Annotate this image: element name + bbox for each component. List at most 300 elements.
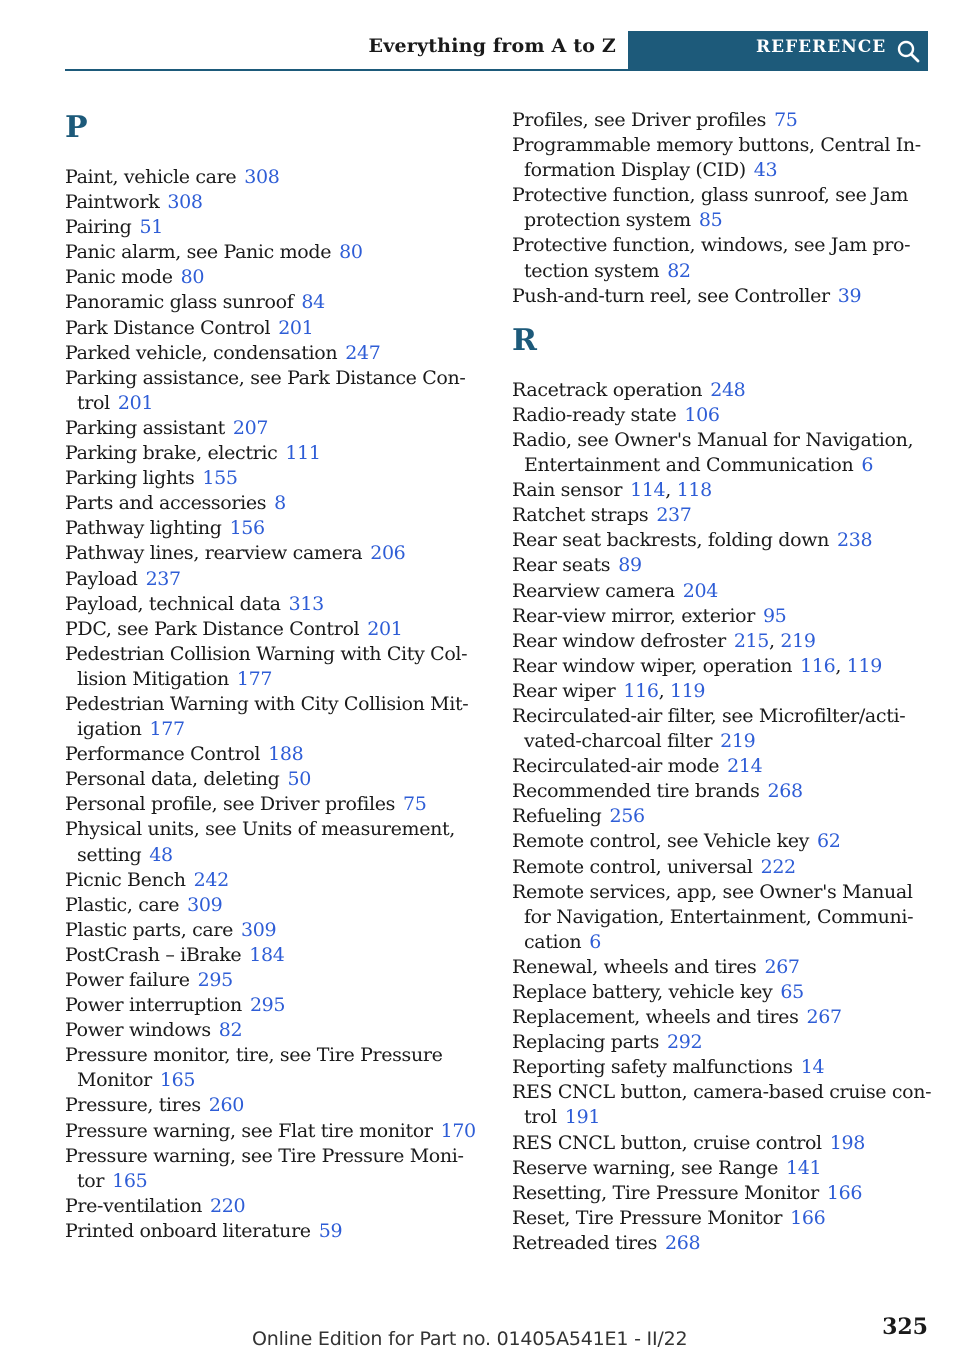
page-link[interactable]: 14 xyxy=(800,1056,825,1079)
index-entry xyxy=(65,215,485,240)
index-entry-pages xyxy=(219,1019,242,1041)
index-entry xyxy=(512,284,932,309)
index-entry-text: Replacing parts xyxy=(512,1031,659,1054)
index-entry xyxy=(512,378,932,403)
page-link[interactable]: 106 xyxy=(684,403,720,426)
index-entry-text: Payload, technical data xyxy=(65,592,281,615)
index-entry-pages xyxy=(250,994,285,1016)
page-link[interactable]: 260 xyxy=(208,1094,245,1117)
index-entry xyxy=(512,679,932,704)
index-entry-pages xyxy=(764,956,799,978)
page-link[interactable]: 207 xyxy=(232,416,269,439)
page-link[interactable]: 39 xyxy=(837,284,862,307)
index-entry-text: Rear window wiper, operation xyxy=(512,654,793,677)
page-link[interactable]: 201 xyxy=(278,316,314,339)
page-link[interactable]: 295 xyxy=(249,994,286,1017)
index-entry-text: Plastic parts, care xyxy=(65,918,234,941)
index-entry xyxy=(65,742,485,767)
index-entry-text: Reserve warning, see Range xyxy=(512,1156,779,1179)
page-link[interactable]: 165 xyxy=(112,1169,148,1192)
index-entry-pages xyxy=(589,931,601,953)
index-entry xyxy=(512,478,932,503)
index-entry-pages xyxy=(187,894,222,916)
index-entry-pages xyxy=(727,755,762,777)
index-entry xyxy=(65,968,485,993)
page-link[interactable]: 80 xyxy=(180,266,205,289)
index-entry-text: Personal data, deleting xyxy=(65,768,280,791)
index-entry-text: Pathway lighting xyxy=(65,517,222,540)
page-link[interactable]: 222 xyxy=(760,855,796,878)
index-entry-text: Pressure warning, see Flat tire monitor xyxy=(65,1119,433,1142)
index-entry-pages xyxy=(838,285,861,307)
index-entry xyxy=(65,290,485,315)
index-entry-pages xyxy=(274,492,286,514)
index-entry-pages xyxy=(268,743,303,765)
index-entry-text: Resetting, Tire Pressure Monitor xyxy=(512,1181,819,1204)
index-entry xyxy=(65,993,485,1018)
page-link[interactable]: 116 xyxy=(623,679,659,702)
page-link[interactable]: 85 xyxy=(698,209,723,232)
index-entry-pages xyxy=(667,1031,702,1053)
index-entry xyxy=(512,403,932,428)
page-link[interactable]: 188 xyxy=(268,743,304,766)
index-entry-text: PostCrash – iBrake xyxy=(65,943,242,966)
index-entry-pages xyxy=(720,730,755,752)
page-link[interactable]: 166 xyxy=(826,1181,863,1204)
page-link[interactable]: 295 xyxy=(197,969,233,991)
index-entry xyxy=(65,190,485,215)
index-entry-pages xyxy=(768,780,803,802)
index-entry-text: Power windows xyxy=(65,1019,211,1042)
index-entry xyxy=(65,441,485,466)
index-column-left xyxy=(65,108,485,1244)
index-entry-pages: 116, 119 xyxy=(623,679,706,702)
index-entry xyxy=(65,893,485,918)
page-link[interactable]: 313 xyxy=(288,592,324,615)
index-entry-text: Replace battery, vehicle key xyxy=(512,981,773,1003)
index-entry-text: Printed onboard literature xyxy=(65,1219,311,1242)
page-link[interactable]: 201 xyxy=(117,391,154,414)
index-entry-text: Reset, Tire Pressure Monitor xyxy=(512,1206,783,1229)
index-entry-pages xyxy=(367,618,402,640)
page-link[interactable]: 156 xyxy=(229,517,265,540)
index-entry xyxy=(512,1055,932,1080)
index-entry-pages xyxy=(684,404,719,426)
index-entry-text: Rear window defroster xyxy=(512,629,726,652)
index-entry-text: Push-and-turn reel, see Controller xyxy=(512,284,830,307)
index-entry-pages: 116, 119 xyxy=(800,654,882,677)
page-link[interactable]: 238 xyxy=(836,529,873,552)
index-entry xyxy=(65,817,485,867)
index-entry-text: Pedestrian Warning with City Collision Mitigation xyxy=(65,692,469,741)
index-entry-text: Replacement, wheels and tires xyxy=(512,1006,799,1029)
page-link[interactable]: 62 xyxy=(817,830,841,853)
index-entry xyxy=(512,779,932,804)
index-entry xyxy=(512,1156,932,1181)
index-entry-text: Paint, vehicle care xyxy=(65,166,237,188)
index-entry-pages xyxy=(278,317,313,339)
index-entry-pages xyxy=(287,768,310,790)
index-entry xyxy=(65,1093,485,1118)
index-entry xyxy=(65,692,485,742)
page-link[interactable]: 214 xyxy=(727,755,763,778)
index-entry-text: Retreaded tires xyxy=(512,1231,657,1254)
index-entry xyxy=(65,265,485,290)
index-entry-text: Recommended tire brands xyxy=(512,780,760,803)
page-link[interactable]: 82 xyxy=(218,1019,243,1042)
index-entry-pages xyxy=(209,1094,244,1116)
index-entry-pages xyxy=(827,1182,862,1204)
index-entry-pages xyxy=(289,593,324,615)
index-entry-pages xyxy=(237,668,272,690)
header-rule xyxy=(65,69,928,71)
header-title: Everything from A to Z xyxy=(368,35,616,57)
index-entry xyxy=(65,617,485,642)
page-link[interactable]: 166 xyxy=(790,1206,826,1229)
section-gap xyxy=(512,309,932,323)
index-entry-text: Rear seats xyxy=(512,554,611,577)
index-entry xyxy=(512,629,932,654)
index-entry xyxy=(512,604,932,629)
index-entry-pages xyxy=(210,1195,245,1217)
index-entry xyxy=(65,918,485,943)
index-entry xyxy=(65,491,485,516)
index-entry-text: Profiles, see Driver profiles xyxy=(512,109,767,131)
page-link[interactable]: 198 xyxy=(829,1131,866,1154)
index-entry xyxy=(65,366,485,416)
index-entry-text: Pressure monitor, tire, see Tire Pressure Monitor xyxy=(65,1044,443,1092)
page-link[interactable]: 95 xyxy=(762,604,787,627)
page-link[interactable]: 111 xyxy=(285,442,321,465)
page-link[interactable]: 43 xyxy=(753,159,778,182)
index-entry xyxy=(512,108,932,133)
index-entry xyxy=(65,868,485,893)
page-link[interactable]: 292 xyxy=(666,1031,703,1054)
index-entry-pages xyxy=(150,718,185,740)
page-link[interactable]: 242 xyxy=(193,868,229,891)
page-number: 325 xyxy=(882,1314,928,1340)
index-entry-pages xyxy=(167,191,202,213)
index-entry-pages xyxy=(198,969,233,991)
index-entry-text: Parking brake, electric xyxy=(65,442,278,465)
page-link[interactable]: 309 xyxy=(187,893,223,916)
page-link[interactable]: 237 xyxy=(145,567,181,590)
index-entry-pages: 215, 219 xyxy=(733,629,816,652)
index-entry-pages xyxy=(118,392,153,414)
section-letter: P xyxy=(65,110,88,145)
page-link[interactable]: 6 xyxy=(589,930,602,953)
index-entry xyxy=(65,316,485,341)
index-entry-pages xyxy=(249,944,284,966)
index-entry-text: Remote control, universal xyxy=(512,855,753,878)
index-entry-pages xyxy=(801,1056,824,1078)
page-link[interactable]: 116 xyxy=(800,654,836,677)
index-entry xyxy=(65,767,485,792)
page-link[interactable]: 6 xyxy=(861,454,874,477)
index-entry xyxy=(65,1219,485,1244)
page-link[interactable]: 191 xyxy=(564,1106,601,1129)
index-entry xyxy=(512,503,932,528)
index-entry-pages xyxy=(339,241,362,263)
index-entry-pages xyxy=(202,467,237,489)
page-link[interactable]: 80 xyxy=(339,241,363,264)
page-link[interactable]: 268 xyxy=(665,1231,701,1254)
index-entry-text: Protective function, glass sunroof, see Jam protection system xyxy=(512,184,909,232)
index-entry-text: Rain sensor xyxy=(512,479,623,502)
index-entry-pages xyxy=(710,379,745,401)
index-entry xyxy=(512,980,932,1005)
index-entry xyxy=(65,341,485,366)
index-entry-pages xyxy=(786,1157,821,1179)
index-entry-pages xyxy=(656,504,691,526)
index-entry-text: Parked vehicle, condensation xyxy=(65,341,338,364)
page-link[interactable]: 141 xyxy=(786,1156,822,1179)
index-entry-text: Panoramic glass sunroof xyxy=(65,291,294,314)
index-entry xyxy=(512,804,932,829)
reference-tab[interactable] xyxy=(628,31,928,71)
index-entry xyxy=(512,704,932,754)
page-link[interactable]: 114 xyxy=(630,479,666,502)
page-link[interactable]: 206 xyxy=(370,542,406,565)
index-entry-pages xyxy=(160,1069,195,1091)
page-link[interactable]: 256 xyxy=(609,805,645,828)
index-entry-pages xyxy=(181,266,204,288)
index-entry-text: Paintwork xyxy=(65,191,160,214)
footer-edition: Online Edition for Part no. 01405A541E1 - II/22 xyxy=(252,1328,688,1350)
index-entry-text: Recirculated-air mode xyxy=(512,755,720,778)
index-entry-text: Programmable memory buttons, Central Information Display (CID) xyxy=(512,134,922,182)
index-entry-text: Renewal, wheels and tires xyxy=(512,955,757,978)
index-entry xyxy=(512,754,932,779)
page-link[interactable]: 51 xyxy=(139,216,163,239)
index-column-right xyxy=(512,108,932,1256)
index-entry-text: Radio-ready state xyxy=(512,403,677,426)
page-link[interactable]: 155 xyxy=(202,467,238,490)
section-letter: R xyxy=(512,322,537,358)
index-entry xyxy=(512,880,932,955)
index-entry-text: Physical units, see Units of measurement, setting xyxy=(65,818,455,866)
index-entry-pages xyxy=(861,454,873,476)
index-entry-text: Parts and accessories xyxy=(65,492,267,515)
index-entry-pages xyxy=(345,342,380,364)
index-entry xyxy=(65,792,485,817)
index-entry-pages xyxy=(665,1232,700,1254)
index-entry-pages xyxy=(241,919,276,941)
index-entry-text: Rear seat backrests, folding down xyxy=(512,529,829,552)
page-link[interactable]: 118 xyxy=(676,479,712,502)
index-entry-pages xyxy=(774,109,797,131)
index-entry-pages xyxy=(301,291,324,313)
index-entry-text: Ratchet straps xyxy=(512,504,649,527)
page-link[interactable]: 177 xyxy=(149,718,185,741)
index-entry xyxy=(512,579,932,604)
index-entry-text: Parking lights xyxy=(65,467,195,490)
index-entry-pages xyxy=(146,568,181,590)
index-entry xyxy=(512,1231,932,1256)
index-entry-text: Recirculated-air filter, see Microfilter/activated-charcoal filter xyxy=(512,704,906,753)
index-entry xyxy=(65,592,485,617)
page-link[interactable]: 308 xyxy=(244,166,280,188)
index-entry xyxy=(65,1018,485,1043)
index-entry-text: Rearview camera xyxy=(512,579,675,602)
page-link[interactable]: 89 xyxy=(618,554,642,577)
reference-tab-label: REFERENCE xyxy=(756,37,887,57)
index-entry xyxy=(65,240,485,265)
index-entry-pages xyxy=(806,1006,841,1028)
index-entry-text: Pressure, tires xyxy=(65,1094,201,1117)
index-entry xyxy=(512,955,932,980)
page-link[interactable]: 220 xyxy=(210,1194,246,1217)
page-link[interactable]: 177 xyxy=(236,667,273,690)
index-entry xyxy=(512,1181,932,1206)
page-link[interactable]: 219 xyxy=(780,629,816,652)
index-entry-text: Reporting safety malfunctions xyxy=(512,1056,793,1079)
index-entry-pages xyxy=(139,216,162,238)
page-link[interactable]: 184 xyxy=(249,943,285,966)
index-entry-text: Pedestrian Collision Warning with City Collision Mitigation xyxy=(65,642,468,690)
index-entry-pages xyxy=(149,844,172,866)
index-entry xyxy=(65,516,485,541)
index-entry-pages xyxy=(403,793,426,815)
index-entry xyxy=(512,428,932,478)
index-entry-text: Plastic, care xyxy=(65,893,180,916)
index-entry xyxy=(512,654,932,679)
index-entry-text: Pre-ventilation xyxy=(65,1194,202,1217)
page-link[interactable]: 309 xyxy=(241,918,277,941)
index-entry-text: Rear wiper xyxy=(512,679,616,702)
index-entry-pages xyxy=(244,166,279,188)
page-link[interactable]: 267 xyxy=(764,955,800,978)
index-entry-pages xyxy=(790,1207,825,1229)
index-entry xyxy=(512,1131,932,1156)
page-link[interactable]: 119 xyxy=(669,679,706,702)
page-link[interactable]: 50 xyxy=(287,768,311,791)
index-entry-text: Parking assistance, see Park Distance Control xyxy=(65,366,466,414)
index-entry-pages xyxy=(609,805,644,827)
index-entry-pages xyxy=(763,605,786,627)
index-entry-pages xyxy=(754,159,777,181)
search-icon[interactable] xyxy=(896,39,920,63)
page-link[interactable]: 267 xyxy=(806,1006,842,1029)
index-entry-pages: 114, 118 xyxy=(630,479,712,502)
index-entry-text: Rear-view mirror, exterior xyxy=(512,604,755,627)
index-entry xyxy=(65,541,485,566)
index-entry xyxy=(512,233,932,283)
page-link[interactable]: 170 xyxy=(440,1119,476,1142)
index-entry-text: Protective function, windows, see Jam protection system xyxy=(512,234,911,282)
page-link[interactable]: 247 xyxy=(345,341,381,364)
page-link[interactable]: 215 xyxy=(733,629,770,652)
index-entry-pages xyxy=(780,981,803,1003)
index-entry-pages xyxy=(319,1220,342,1242)
index-entry-text: Power interruption xyxy=(65,994,242,1017)
index-entry-pages xyxy=(194,869,229,891)
index-entry xyxy=(512,855,932,880)
index-entry-pages xyxy=(761,856,796,878)
page-header xyxy=(65,31,928,71)
index-entry xyxy=(512,133,932,183)
page-link[interactable]: 119 xyxy=(846,654,882,677)
page-link[interactable]: 165 xyxy=(159,1069,196,1092)
index-entry xyxy=(65,165,485,190)
page-link[interactable]: 59 xyxy=(318,1219,343,1242)
index-entry xyxy=(512,829,932,854)
index-entry-text: Personal profile, see Driver profiles xyxy=(65,793,396,816)
index-entry xyxy=(512,1206,932,1231)
index-entry xyxy=(512,1005,932,1030)
index-entry-pages xyxy=(565,1106,600,1128)
page-link[interactable]: 308 xyxy=(167,191,203,214)
index-entry-text: Radio, see Owner's Manual for Navigation, Entertainment and Communication xyxy=(512,428,914,477)
page-link[interactable]: 48 xyxy=(149,843,173,866)
index-entry xyxy=(512,528,932,553)
index-entry-pages xyxy=(370,542,405,564)
index-entry-pages xyxy=(618,554,641,576)
index-entry-text: Refueling xyxy=(512,805,602,828)
index-entry-text: Payload xyxy=(65,567,138,590)
index-entry xyxy=(65,1043,485,1093)
index-entry-text: Pairing xyxy=(65,216,132,239)
index-entry xyxy=(65,943,485,968)
index-entry-text: PDC, see Park Distance Control xyxy=(65,617,360,640)
index-entry-text: Performance Control xyxy=(65,743,261,766)
page-link[interactable]: 84 xyxy=(301,291,325,314)
index-entry-pages xyxy=(699,209,722,231)
index-entry xyxy=(65,1194,485,1219)
index-entry-text: Power failure xyxy=(65,969,190,991)
index-entry-text: Remote control, see Vehicle key xyxy=(512,830,810,853)
page-link[interactable]: 201 xyxy=(367,617,403,640)
index-entry-text: Panic alarm, see Panic mode xyxy=(65,241,332,264)
index-entry-pages xyxy=(837,529,872,551)
index-entry xyxy=(65,642,485,692)
index-entry-pages xyxy=(233,417,268,439)
index-entry xyxy=(65,1119,485,1144)
page-link[interactable]: 75 xyxy=(403,793,427,816)
index-entry-text: Pressure warning, see Tire Pressure Monitor xyxy=(65,1144,464,1192)
index-entry xyxy=(65,416,485,441)
index-entry xyxy=(512,553,932,578)
page-link[interactable]: 268 xyxy=(767,780,803,803)
index-entry-text: Panic mode xyxy=(65,266,173,289)
page-link[interactable]: 65 xyxy=(780,981,804,1003)
index-entry-pages xyxy=(285,442,320,464)
index-entry xyxy=(512,1030,932,1055)
index-entry-text: Racetrack operation xyxy=(512,378,703,401)
page-link[interactable]: 204 xyxy=(682,579,718,602)
index-entry-pages xyxy=(830,1132,865,1154)
page-link[interactable]: 237 xyxy=(656,504,692,527)
index-entry xyxy=(512,183,932,233)
index-entry-pages xyxy=(817,830,840,852)
index-entry-text: Picnic Bench xyxy=(65,868,186,891)
index-entry xyxy=(65,1144,485,1194)
index-entry-text: Park Distance Control xyxy=(65,316,271,339)
index-entry-pages xyxy=(683,580,718,602)
index-entry-text: RES CNCL button, camera-based cruise control xyxy=(512,1081,932,1129)
index-entry-text: Remote services, app, see Owner's Manual for Navigation, Entertainment, Communication xyxy=(512,880,914,953)
index-entry-pages xyxy=(112,1170,147,1192)
page-link[interactable]: 8 xyxy=(274,492,286,515)
page-link[interactable]: 75 xyxy=(774,109,798,131)
index-entry-text: Pathway lines, rearview camera xyxy=(65,542,363,565)
index-entry-pages xyxy=(667,260,690,282)
page-link[interactable]: 219 xyxy=(720,730,756,753)
index-entry-text: RES CNCL button, cruise control xyxy=(512,1131,822,1154)
page-link[interactable]: 82 xyxy=(667,259,691,282)
page-link[interactable]: 248 xyxy=(710,378,746,401)
index-entry-text: Parking assistant xyxy=(65,416,225,439)
